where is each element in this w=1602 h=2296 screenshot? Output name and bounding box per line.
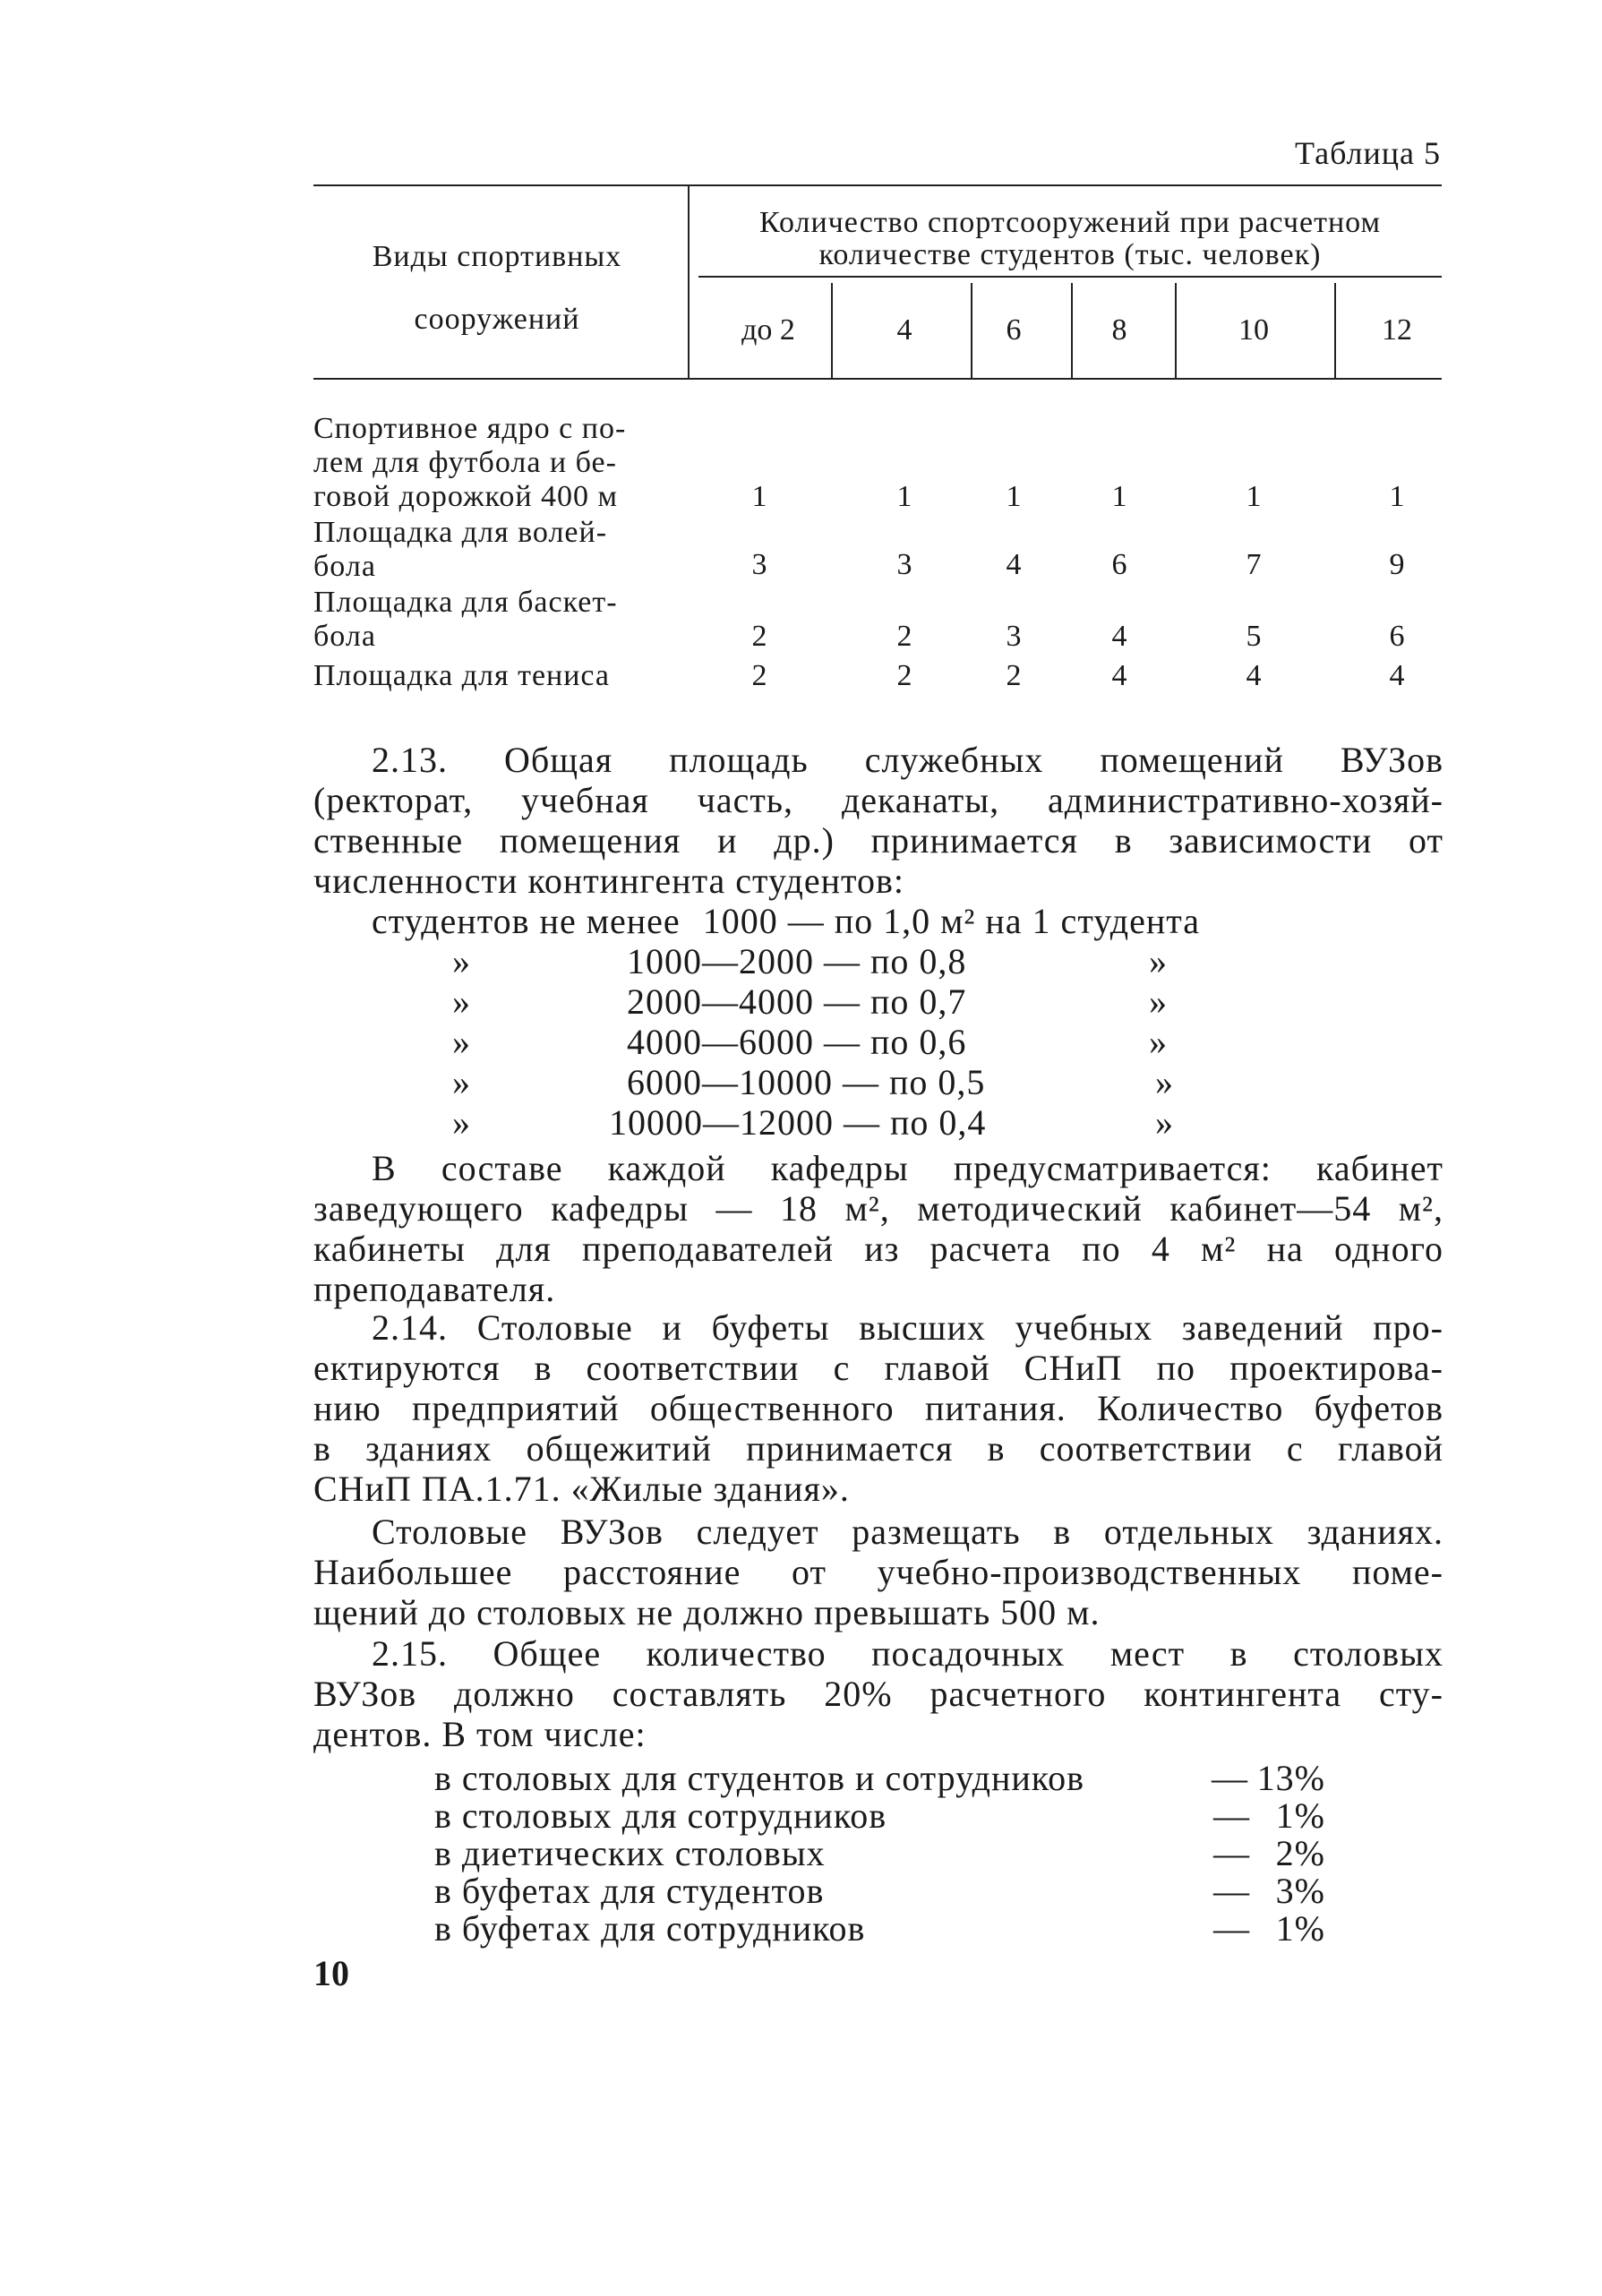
table-subheader-rule xyxy=(698,276,1442,278)
dash-mark: — xyxy=(1212,1758,1248,1798)
norm-row xyxy=(372,901,1200,941)
seating-label: в диетических столовых xyxy=(434,1833,826,1873)
text-line: СНиП ПА.1.71. «Жилые здания». xyxy=(313,1469,850,1509)
table-top-rule xyxy=(313,184,1442,186)
norm-row xyxy=(452,1102,471,1143)
row-label-line: Площадка для баскет- xyxy=(313,586,618,619)
table-cell: 3 xyxy=(751,548,767,581)
row-label-line: бола xyxy=(313,620,376,653)
table-cell: 5 xyxy=(1246,620,1262,653)
table-cell: 4 xyxy=(1111,620,1127,653)
row-label-line: Площадка для волей- xyxy=(313,516,608,549)
norm-row xyxy=(452,981,471,1022)
seating-label: в буфетах для студентов xyxy=(434,1871,825,1911)
column-divider xyxy=(1175,283,1177,378)
norm-range: 10000—12000 — по 0,4 xyxy=(609,1102,987,1143)
paragraph-kafedra xyxy=(313,1148,1444,1309)
ditto-mark: » xyxy=(1149,1022,1168,1062)
table-cell: 6 xyxy=(1389,620,1405,653)
ditto-mark: » xyxy=(1149,981,1168,1022)
table-cell: 3 xyxy=(896,548,912,581)
text-line: дентов. В том числе: xyxy=(313,1714,647,1754)
table-cell: 1 xyxy=(1111,480,1127,513)
text-line: В составе каждой кафедры предусматривается: кабинет xyxy=(372,1148,1444,1188)
table-cell: 2 xyxy=(1006,659,1022,692)
column-divider xyxy=(831,283,833,378)
text-line: щений до столовых не должно превышать 500 м. xyxy=(313,1592,1101,1632)
header-count-cont: количестве студентов (тыс. человек) xyxy=(818,238,1322,271)
table-cell: 1 xyxy=(1006,480,1022,513)
norm-range: 1000—2000 — по 0,8 xyxy=(627,941,967,981)
table-caption: Таблица 5 xyxy=(1295,135,1441,171)
seating-percent: 13% xyxy=(1256,1758,1325,1798)
row-label-line: лем для футбола и бе- xyxy=(313,446,617,479)
table-cell: 1 xyxy=(1246,480,1262,513)
paragraph-stolovye xyxy=(313,1512,1444,1632)
table-cell: 1 xyxy=(751,480,767,513)
text-line: Наибольшее расстояние от учебно-производственных поме- xyxy=(313,1552,1444,1592)
table-cell: 1 xyxy=(896,480,912,513)
column-header: 8 xyxy=(1111,313,1127,347)
table-cell: 9 xyxy=(1389,548,1405,581)
table-cell: 1 xyxy=(1389,480,1405,513)
seating-label: в буфетах для сотрудников xyxy=(434,1908,866,1949)
ditto-mark: » xyxy=(452,981,471,1022)
dash-mark: — xyxy=(1213,1908,1250,1949)
column-divider xyxy=(971,283,972,378)
text-line: ектируются в соответствии с главой СНиП по проектирова- xyxy=(313,1348,1444,1388)
ditto-mark: » xyxy=(1149,941,1168,981)
table-cell: 2 xyxy=(751,659,767,692)
table-cell: 2 xyxy=(751,620,767,653)
paragraph-2-13 xyxy=(313,740,1444,901)
text-line: 2.14. Столовые и буфеты высших учебных заведений про- xyxy=(372,1307,1444,1348)
text-line: заведующего кафедры — 18 м², методический кабинет—54 м², xyxy=(313,1188,1444,1229)
column-header: 12 xyxy=(1382,313,1412,347)
header-facility-type-cont: сооружений xyxy=(414,303,580,336)
dash-mark: — xyxy=(1213,1871,1250,1911)
page-number: 10 xyxy=(313,1953,349,1993)
table-cell: 4 xyxy=(1111,659,1127,692)
column-header: до 2 xyxy=(741,313,795,347)
text-line: кабинеты для преподавателей из расчета по 4 м² на одного xyxy=(313,1229,1444,1269)
text-line: численности контингента студентов: xyxy=(313,861,904,901)
table-row-label xyxy=(313,412,698,514)
column-divider xyxy=(1071,283,1073,378)
row-label-line: Площадка для тениса xyxy=(313,659,611,692)
table-header-divider xyxy=(688,184,690,378)
norm-range: 6000—10000 — по 0,5 xyxy=(627,1062,986,1102)
table-cell: 3 xyxy=(1006,620,1022,653)
ditto-mark: » xyxy=(452,941,471,981)
column-header: 10 xyxy=(1238,313,1269,347)
column-divider xyxy=(1334,283,1336,378)
row-label-line: бола xyxy=(313,550,376,583)
ditto-mark: » xyxy=(452,1022,471,1062)
text-line: нию предприятий общественного питания. Количество буфетов xyxy=(313,1388,1444,1428)
seating-percent: 2% xyxy=(1275,1833,1325,1873)
seating-label: в столовых для студентов и сотрудников xyxy=(434,1758,1085,1798)
row-label-line: Спортивное ядро с по- xyxy=(313,412,627,445)
ditto-mark: » xyxy=(452,1062,471,1102)
table-cell: 2 xyxy=(896,659,912,692)
text-line: 2.15. Общее количество посадочных мест в столовых xyxy=(372,1633,1444,1674)
norm-range: 1000 — по 1,0 м² на 1 студента xyxy=(702,901,1200,941)
norm-row xyxy=(452,941,471,981)
text-line: Столовые ВУЗов следует размещать в отдельных зданиях. xyxy=(372,1512,1444,1552)
seating-label: в столовых для сотрудников xyxy=(434,1795,887,1836)
header-facility-type: Виды спортивных xyxy=(372,240,622,273)
ditto-mark: » xyxy=(1155,1062,1174,1102)
norm-prefix: студентов не менее xyxy=(372,901,681,941)
text-line: в зданиях общежитий принимается в соответствии с главой xyxy=(313,1428,1444,1469)
seating-percent: 1% xyxy=(1275,1795,1325,1836)
text-line: ВУЗов должно составлять 20% расчетного контингента сту- xyxy=(313,1674,1444,1714)
norm-row xyxy=(452,1062,471,1102)
norm-range: 4000—6000 — по 0,6 xyxy=(627,1022,967,1062)
header-count: Количество спортсооружений при расчетном xyxy=(758,206,1382,239)
paragraph-2-14 xyxy=(313,1307,1444,1509)
row-label-line: говой дорожкой 400 м xyxy=(313,480,619,513)
table-cell: 4 xyxy=(1389,659,1405,692)
table-row-label xyxy=(313,516,698,584)
table-cell: 7 xyxy=(1246,548,1262,581)
column-header: 6 xyxy=(1006,313,1022,347)
dash-mark: — xyxy=(1213,1833,1250,1873)
norm-range: 2000—4000 — по 0,7 xyxy=(627,981,967,1022)
text-line: преподавателя. xyxy=(313,1269,556,1309)
table-cell: 4 xyxy=(1006,548,1022,581)
table-cell: 2 xyxy=(896,620,912,653)
table-cell: 6 xyxy=(1111,548,1127,581)
ditto-mark: » xyxy=(1155,1102,1174,1143)
table-row-label xyxy=(313,659,698,693)
seating-percent: 1% xyxy=(1275,1908,1325,1949)
text-line: ственные помещения и др.) принимается в зависимости от xyxy=(313,820,1444,861)
paragraph-2-15 xyxy=(313,1633,1444,1754)
norm-row xyxy=(452,1022,471,1062)
ditto-mark: » xyxy=(452,1102,471,1143)
text-line: (ректорат, учебная часть, деканаты, административно-хозяй- xyxy=(313,780,1444,820)
text-line: 2.13. Общая площадь служебных помещений ВУЗов xyxy=(372,740,1444,780)
table-cell: 4 xyxy=(1246,659,1262,692)
dash-mark: — xyxy=(1213,1795,1250,1836)
column-header: 4 xyxy=(896,313,912,347)
seating-percent: 3% xyxy=(1275,1871,1325,1911)
table-row-label xyxy=(313,586,698,654)
table-header-bottom-rule xyxy=(313,378,1442,380)
